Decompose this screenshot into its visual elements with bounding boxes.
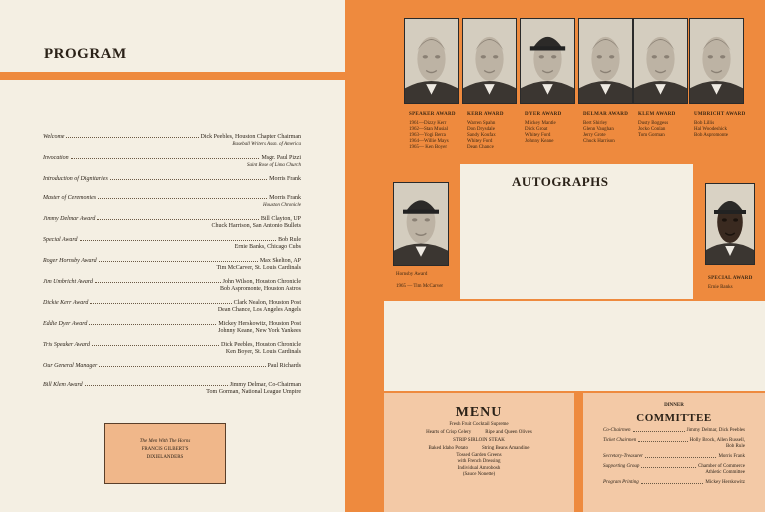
music-line-3: DIXIELANDERS: [146, 455, 184, 460]
hornsby-title: Hornsby Award: [396, 272, 428, 277]
music-line-2: FRANCIS GILBERT'S: [141, 447, 189, 452]
menu-item: Tossed Garden Greens: [456, 453, 502, 458]
program-line: [43, 134, 301, 141]
program-subline: Ken Boyer, St. Louis Cardinals: [225, 349, 301, 355]
award-winner: Whitey Ford: [467, 139, 493, 144]
program-label: Eddie Dyer Award: [43, 321, 88, 327]
program-label: Master of Ceremonies: [43, 195, 97, 201]
program-subline: Johnny Keane, New York Yankees: [218, 328, 301, 334]
menu-item: Baked Idaho Potato: [428, 446, 468, 451]
award-caption: [409, 112, 469, 151]
award-caption: [467, 112, 527, 151]
committee-role: Program Printing: [603, 480, 639, 485]
program-row: [43, 258, 301, 272]
program-subline: Ernie Banks, Chicago Cubs: [234, 244, 301, 250]
award-winner: Jocko Conlan: [638, 127, 666, 132]
program-line: [43, 258, 301, 265]
award-winner: Bert Shirley: [583, 121, 608, 126]
award-photo: [462, 18, 517, 104]
program-line: [43, 176, 301, 183]
award-winner: Bob Aspromonte: [694, 133, 729, 138]
program-value: Paul Richards: [267, 363, 301, 369]
special-title: SPECIAL AWARD: [708, 276, 753, 281]
program-title: PROGRAM: [44, 46, 127, 62]
award-title: KERR AWARD: [467, 112, 504, 117]
dot-leader: [97, 219, 258, 220]
dot-leader: [85, 385, 228, 386]
program-value: Morris Frank: [269, 195, 301, 201]
program-row: [43, 300, 301, 314]
dot-leader: [90, 303, 231, 304]
program-label: Bill Klem Award: [43, 382, 83, 388]
program-value: Clark Nealon, Houston Post: [233, 300, 301, 306]
program-line: [43, 216, 301, 223]
menu-pair: [384, 445, 574, 453]
dot-leader: [80, 240, 277, 241]
committee-row: [583, 454, 765, 460]
menu-pair: [384, 429, 574, 437]
program-value: Mickey Herskowitz, Houston Post: [218, 321, 301, 327]
award-caption: [583, 112, 643, 145]
program-line: [43, 321, 301, 328]
special-caption: [708, 276, 764, 291]
dot-leader: [92, 345, 219, 346]
program-label: Special Award: [43, 237, 78, 243]
dot-leader: [641, 464, 696, 468]
award-photo: [633, 18, 688, 104]
program-label: Welcome: [43, 134, 65, 140]
award-title: SPEAKER AWARD: [409, 112, 456, 117]
committee-name: Morris Frank: [718, 454, 745, 459]
award-winner: Dusty Boggess: [638, 121, 669, 126]
menu-item: with French Dressing: [457, 459, 501, 464]
award-winner: 1964—Willie Mays: [409, 139, 449, 144]
award-title: DELMAR AWARD: [583, 112, 629, 117]
menu-item: Hearts of Crisp Celery: [426, 430, 472, 435]
program-page: [0, 0, 345, 512]
dot-leader: [110, 179, 267, 180]
committee-name: Chamber of Commerce: [698, 464, 745, 469]
award-photo: [520, 18, 575, 104]
program-subline: Chuck Harrison, San Antonio Bullets: [211, 223, 301, 229]
dot-leader: [66, 137, 198, 138]
committee-title: COMMITTEE: [636, 412, 712, 424]
committee-role: Supporting Group: [603, 464, 640, 469]
program-label: Tris Speaker Award: [43, 342, 91, 348]
program-row: [43, 382, 301, 396]
award-photo: [578, 18, 633, 104]
award-title: DYER AWARD: [525, 112, 562, 117]
committee-role: Ticket Chairmen: [603, 438, 637, 443]
dot-leader: [633, 428, 685, 432]
program-subline: Tim McCarver, St. Louis Cardinals: [216, 265, 301, 271]
dot-leader: [645, 454, 716, 458]
dot-leader: [638, 438, 687, 442]
menu-item: Fresh Fruit Cocktail Supreme: [449, 422, 509, 427]
program-row: [43, 342, 301, 356]
orange-band: [0, 72, 345, 80]
committee-panel: [583, 393, 765, 512]
program-subline: Baseball Writers Assn. of America: [232, 142, 301, 147]
dot-leader: [641, 480, 704, 484]
dot-leader: [89, 324, 216, 325]
autographs-area: [460, 164, 693, 299]
autographs-lower-area: [384, 301, 765, 391]
award-caption: [525, 112, 585, 145]
dot-leader: [95, 282, 221, 283]
program-line: [43, 237, 301, 244]
committee-row: [583, 428, 765, 434]
award-photo: [404, 18, 459, 104]
award-winner: Whitey Ford: [525, 133, 551, 138]
program-row: [43, 134, 301, 148]
program-row: [43, 321, 301, 335]
committee-row: [583, 480, 765, 486]
award-caption: [694, 112, 754, 139]
program-label: Invocation: [43, 155, 69, 161]
autographs-title: AUTOGRAPHS: [512, 174, 609, 189]
award-winner: Johnny Keane: [525, 139, 554, 144]
committee-name-extra: Athletic Committee: [705, 470, 745, 475]
award-winner: 1961—Dizzy Kerr: [409, 121, 447, 126]
program-list: [43, 134, 301, 403]
committee-name-extra: Bob Rule: [725, 444, 745, 449]
menu-item: Individual Amrobosh: [457, 466, 501, 471]
program-subline: Bob Aspromonte, Houston Astros: [219, 286, 301, 292]
program-value: John Wilson, Houston Chronicle: [222, 279, 301, 285]
music-box: [104, 423, 226, 484]
award-caption: [638, 112, 698, 139]
music-line-1: The Men With The Horns: [139, 439, 191, 444]
special-photo: [705, 183, 755, 265]
program-row: [43, 237, 301, 251]
award-winner: Dean Chance: [467, 145, 494, 150]
menu-item: String Beans Amandine: [481, 446, 530, 451]
program-subline: Tom Gorman, National League Umpire: [206, 389, 301, 395]
menu-item: (Sauce Nonette): [462, 472, 496, 477]
dot-leader: [99, 366, 265, 367]
program-line: [43, 363, 301, 370]
program-label: Jimmy Delmar Award: [43, 216, 96, 222]
committee-name: Mickey Herskowitz: [705, 480, 745, 485]
award-winner: Jerry Grote: [583, 133, 606, 138]
program-row: [43, 155, 301, 169]
dot-leader: [71, 158, 260, 159]
program-subline: Dean Chance, Los Angeles Angels: [217, 307, 301, 313]
program-value: Max Skelton, AP: [259, 258, 301, 264]
special-winner: Ernie Banks: [708, 285, 733, 290]
award-photo: [689, 18, 744, 104]
hornsby-caption: [396, 272, 466, 290]
hornsby-winner: 1965 — Tim McCarver: [396, 284, 444, 289]
program-row: [43, 363, 301, 370]
program-row: [43, 195, 301, 209]
program-line: [43, 382, 301, 389]
award-winner: Chuck Harrison: [583, 139, 615, 144]
award-title: UMBRICHT AWARD: [694, 112, 746, 117]
program-line: [43, 195, 301, 202]
program-label: Introduction of Dignitaries: [43, 176, 108, 182]
program-row: [43, 279, 301, 293]
committee-dinner-label: DINNER: [664, 403, 684, 408]
program-line: [43, 342, 301, 349]
hornsby-photo: [393, 182, 449, 266]
program-line: [43, 300, 301, 307]
program-label: Our General Manager: [43, 363, 98, 369]
program-subline: Houston Chronicle: [262, 203, 301, 208]
award-winner: Warren Spahn: [467, 121, 496, 126]
program-value: Msgr. Paul Pizzi: [261, 155, 301, 161]
award-winner: 1963—Yogi Berra: [409, 133, 446, 138]
award-winner: Hal Woodeshick: [694, 127, 727, 132]
program-value: Bob Rule: [278, 237, 301, 243]
program-row: [43, 216, 301, 230]
program-subline: Saint Rose of Lima Church: [247, 163, 301, 168]
award-title: KLEM AWARD: [638, 112, 676, 117]
program-value: Jimmy Delmar, Co-Chairman: [229, 382, 301, 388]
committee-name: Jimmy Delmar, Dick Peebles: [686, 428, 745, 433]
award-winner: 1962—Stan Musial: [409, 127, 449, 132]
program-label: Dickie Kerr Award: [43, 300, 89, 306]
award-winner: Mickey Mantle: [525, 121, 556, 126]
award-winner: Don Drysdale: [467, 127, 495, 132]
dot-leader: [98, 198, 267, 199]
program-value: Bill Clayton, UP: [260, 216, 301, 222]
award-winner: Sandy Koufax: [467, 133, 496, 138]
menu-panel: [384, 393, 574, 512]
program-value: Dick Peebles, Houston Chapter Chairman: [200, 134, 301, 140]
award-winner: Bob Lillis: [694, 121, 715, 126]
program-line: [43, 279, 301, 286]
program-row: [43, 176, 301, 183]
award-winner: Glenn Vaughan: [583, 127, 614, 132]
program-value: Morris Frank: [269, 176, 301, 182]
award-winner: Tom Gorman: [638, 133, 665, 138]
program-value: Dick Peebles, Houston Chronicle: [221, 342, 301, 348]
award-winner: Dick Groat: [525, 127, 548, 132]
committee-name: Holly Brock, Allen Russell,: [689, 438, 745, 443]
menu-item-main: STRIP SIRLOIN STEAK: [453, 438, 505, 443]
program-line: [43, 155, 301, 162]
award-winner: 1965— Ken Boyer: [409, 145, 448, 150]
menu-item: Ripe and Queen Olives: [485, 430, 532, 435]
committee-role: Secretary-Treasurer: [603, 454, 643, 459]
dot-leader: [99, 261, 258, 262]
program-label: Roger Hornsby Award: [43, 258, 97, 264]
menu-title: MENU: [455, 405, 503, 420]
program-label: Jim Umbricht Award: [43, 279, 94, 285]
committee-role: Co-Chairmen: [603, 428, 631, 433]
